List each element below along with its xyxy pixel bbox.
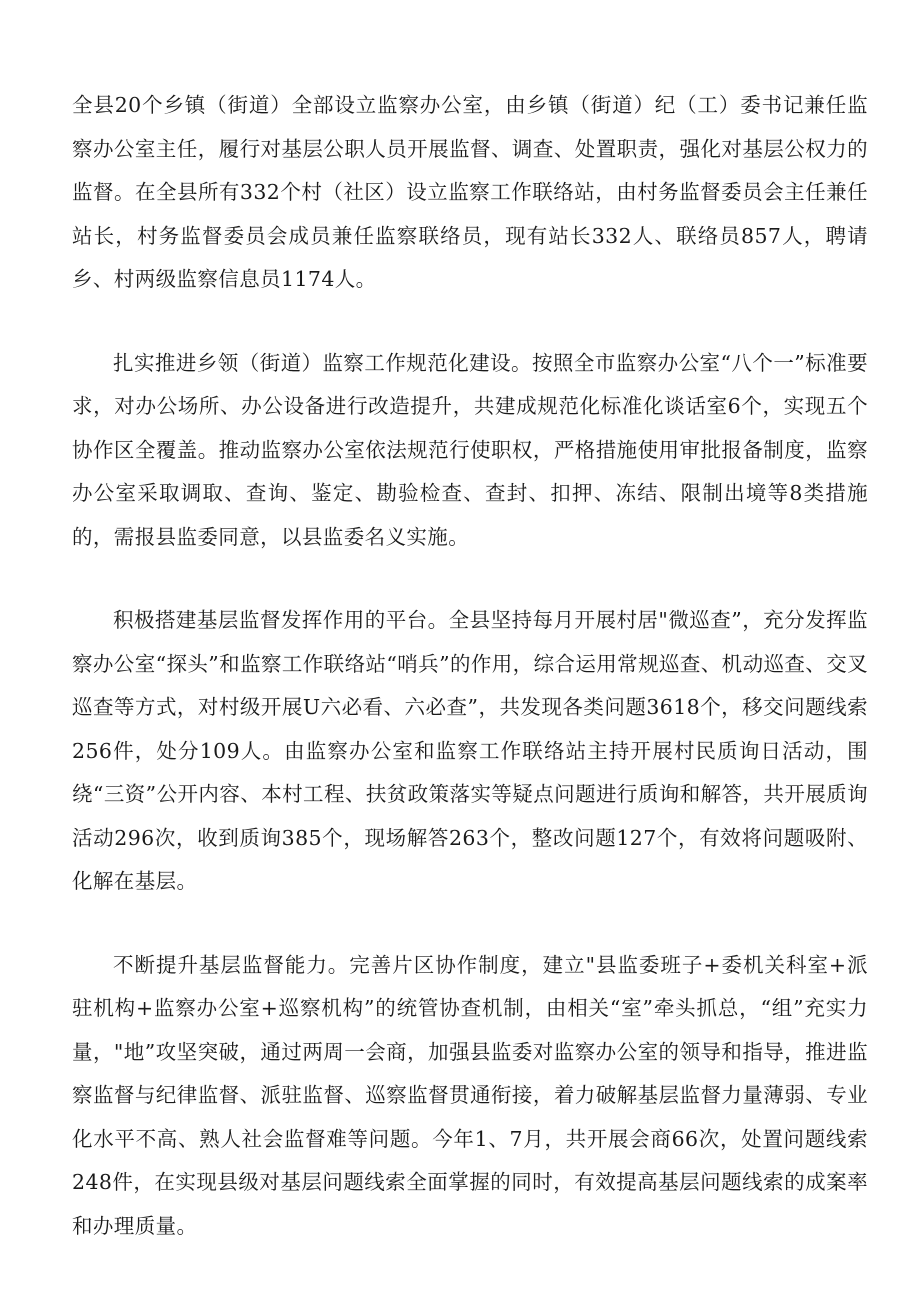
paragraph-1: 全县20个乡镇（街道）全部设立监察办公室，由乡镇（街道）纪（工）委书记兼任监察办公室主任，履行对基层公职人员开展监督、调查、处置职责，强化对基层公权力的监督。在全县所有332个村（社区）设立监察工作联络站，由村务监督委员会主任兼任站长，村务监督委员会成员兼任监察联络员，现有站长332人、联络员857人，聘请乡、村两级监察信息员1174人。 bbox=[72, 93, 868, 291]
paragraph-2: 扎实推进乡领（街道）监察工作规范化建设。按照全市监察办公室“八个一”标准要求，对办公场所、办公设备进行改造提升，共建成规范化标准化谈话室6个，实现五个协作区全覆盖。推动监察办公室依法规范行使职权，严格措施使用审批报备制度，监察办公室采取调取、查询、鉴定、勘验检查、查封、扣押、冻结、限制出境等8类措施的，需报县监委同意，以县监委名义实施。 bbox=[72, 350, 868, 549]
paragraph-3: 积极搭建基层监督发挥作用的平台。全县坚持每月开展村居"微巡查”，充分发挥监察办公室“探头”和监察工作联络站“哨兵”的作用，综合运用常规巡查、机动巡查、交叉巡查等方式，对村级开展U六必看、六必查”，共发现各类问题3618个，移交问题线索256件，处分109人。由监察办公室和监察工作联络站主持开展村民质询日活动，围绕“三资”公开内容、本村工程、扶贫政策落实等疑点问题进行质询和解答，共开展质询活动296次，收到质询385个，现场解答263个，整改问题127个，有效将问题吸附、化解在基层。 bbox=[72, 608, 868, 893]
paragraph-4: 不断提升基层监督能力。完善片区协作制度，建立"县监委班子+委机关科室+派驻机构+监察办公室+巡察机构”的统管协查机制，由相关“室”牵头抓总，“组”充实力量，"地”攻坚突破，通过两周一会商，加强县监委对监察办公室的领导和指导，推进监察监督与纪律监督、派驻监督、巡察监督贯通衔接，着力破解基层监督力量薄弱、专业化水平不高、熟人社会监督难等问题。今年1、7月，共开展会商66次，处置问题线索248件，在实现县级对基层问题线索全面掌握的同时，有效提高基层问题线索的成案率和办理质量。 bbox=[72, 952, 868, 1238]
document-page bbox=[72, 84, 868, 1248]
paragraph-gap bbox=[72, 559, 868, 599]
paragraph-gap bbox=[72, 302, 868, 342]
paragraph-gap bbox=[72, 904, 868, 944]
